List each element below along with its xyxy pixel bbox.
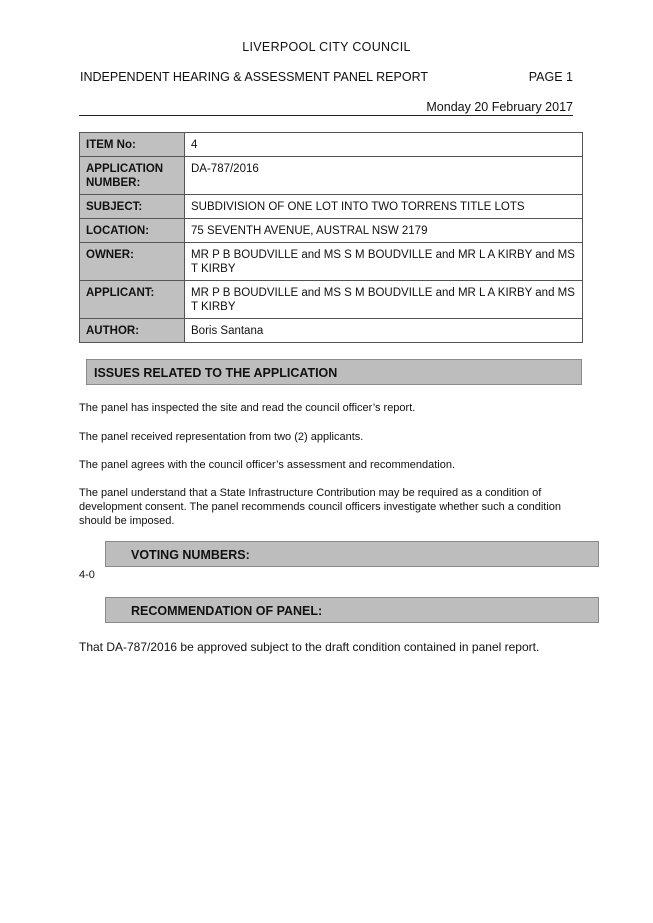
table-row [80, 219, 583, 243]
table-row [80, 243, 583, 281]
author-label: AUTHOR: [80, 319, 185, 343]
author-value: Boris Santana [185, 319, 583, 343]
item-no-value: 4 [185, 133, 583, 157]
issues-section-heading: ISSUES RELATED TO THE APPLICATION [86, 359, 582, 385]
recommendation-text: That DA-787/2016 be approved subject to the draft condition contained in panel report. [79, 640, 540, 654]
application-details-table [79, 132, 583, 343]
location-label: LOCATION: [80, 219, 185, 243]
owner-value: MR P B BOUDVILLE and MS S M BOUDVILLE and MR L A KIRBY and MS T KIRBY [185, 243, 583, 281]
application-number-value: DA-787/2016 [185, 157, 583, 195]
report-title: INDEPENDENT HEARING & ASSESSMENT PANEL REPORT [80, 70, 429, 84]
owner-label: OWNER: [80, 243, 185, 281]
issues-paragraph: The panel agrees with the council officer’s assessment and recommendation. [79, 459, 456, 471]
issues-paragraph: The panel received representation from two (2) applicants. [79, 431, 364, 443]
table-row [80, 319, 583, 343]
page-number: PAGE 1 [528, 70, 573, 84]
table-row [80, 281, 583, 319]
report-date: Monday 20 February 2017 [426, 100, 573, 114]
council-name: LIVERPOOL CITY COUNCIL [242, 40, 411, 54]
table-row [80, 133, 583, 157]
voting-numbers: 4-0 [79, 569, 95, 581]
applicant-value: MR P B BOUDVILLE and MS S M BOUDVILLE and MR L A KIRBY and MS T KIRBY [185, 281, 583, 319]
location-value: 75 SEVENTH AVENUE, AUSTRAL NSW 2179 [185, 219, 583, 243]
issues-paragraph: The panel understand that a State Infrastructure Contribution may be required as a condition of development consent. The panel recommends council officers investigate whether such a condition should be imposed. [79, 487, 562, 527]
subject-label: SUBJECT: [80, 195, 185, 219]
voting-section-heading: VOTING NUMBERS: [105, 541, 599, 567]
application-number-label: APPLICATION NUMBER: [80, 157, 185, 195]
subject-value: SUBDIVISION OF ONE LOT INTO TWO TORRENS TITLE LOTS [185, 195, 583, 219]
applicant-label: APPLICANT: [80, 281, 185, 319]
table-row [80, 195, 583, 219]
recommendation-section-heading: RECOMMENDATION OF PANEL: [105, 597, 599, 623]
issues-paragraph: The panel has inspected the site and read the council officer’s report. [79, 402, 416, 414]
table-row [80, 157, 583, 195]
item-no-label: ITEM No: [80, 133, 185, 157]
header-divider [79, 115, 573, 116]
